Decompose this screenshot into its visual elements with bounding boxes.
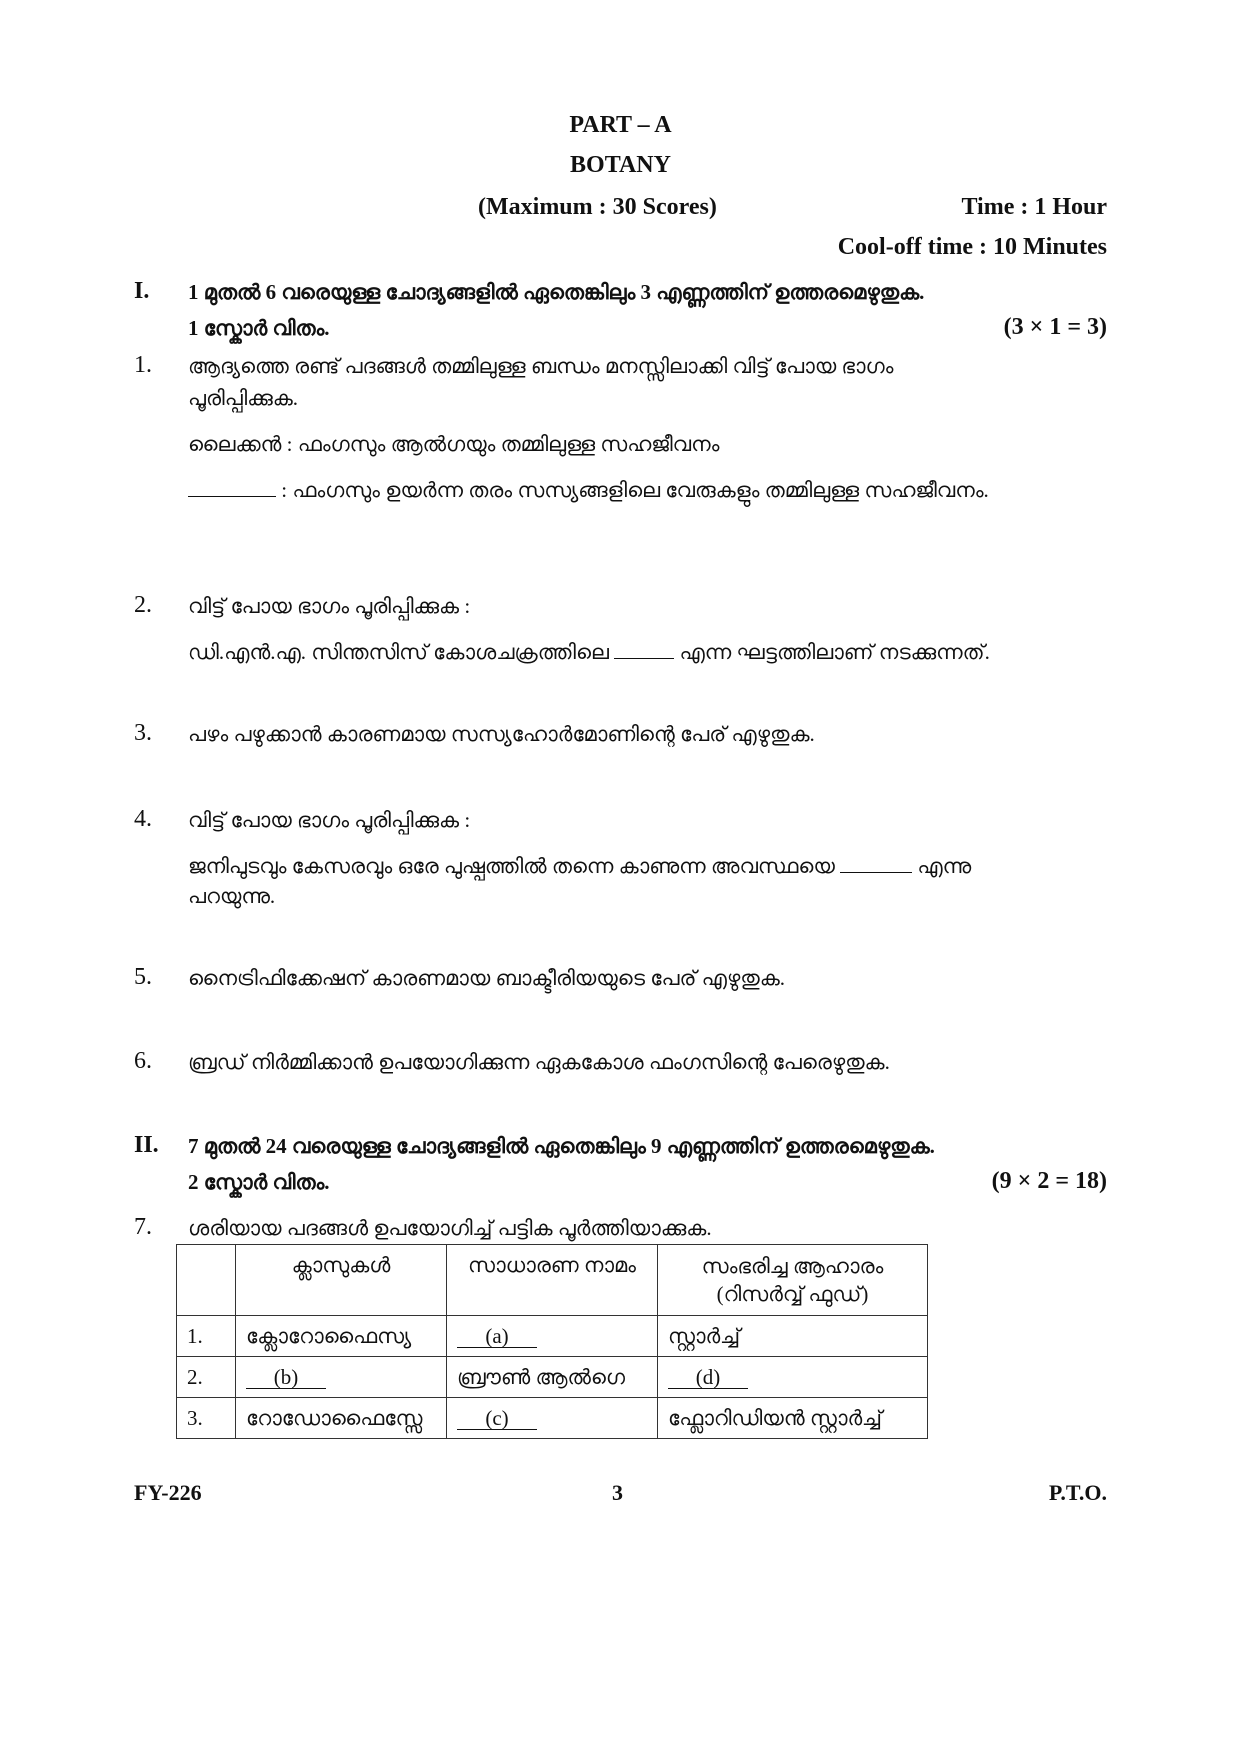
section-1-marks: (3 × 1 = 3): [1003, 314, 1107, 340]
section-2-numeral: II.: [134, 1132, 159, 1158]
section-2-marks: (9 × 2 = 18): [991, 1168, 1107, 1194]
table-header-cell: [658, 1245, 928, 1316]
table-row: [177, 1357, 928, 1398]
algae-classification-table: [176, 1244, 928, 1439]
table-header-cell: സാധാരണ നാമം: [447, 1245, 658, 1316]
question-2-number: 2.: [134, 592, 152, 618]
answer-blank: [614, 638, 674, 659]
question-4-line3: പറയുന്നു.: [188, 884, 276, 908]
answer-blank-d: (d): [668, 1366, 748, 1389]
table-cell: [236, 1357, 447, 1398]
answer-blank: [840, 852, 912, 873]
table-header-cell: [177, 1245, 236, 1316]
question-5-number: 5.: [134, 964, 152, 990]
table-cell: ക്ലോറോഫൈസ്യ: [236, 1316, 447, 1357]
answer-blank-c: (c): [457, 1407, 537, 1430]
question-3-number: 3.: [134, 720, 152, 746]
question-4-text-after: എന്നു: [912, 854, 972, 878]
table-header-cell: ക്ലാസുകൾ: [236, 1245, 447, 1316]
subject-heading: BOTANY: [570, 152, 671, 178]
answer-blank-a: (a): [457, 1325, 537, 1348]
table-cell: 1.: [177, 1316, 236, 1357]
question-4-text-before: ജനിപുടവും കേസരവും ഒരേ പുഷ്പത്തിൽ തന്നെ കാണുന്ന അവസ്ഥയെ: [188, 854, 841, 878]
table-cell: [658, 1357, 928, 1398]
question-2-text-after: എന്ന ഘട്ടത്തിലാണ് നടക്കുന്നത്.: [674, 640, 990, 664]
time-allowed: Time : 1 Hour: [961, 194, 1107, 220]
question-2-line1: വിട്ട് പോയ ഭാഗം പൂരിപ്പിക്കുക :: [188, 594, 471, 618]
table-cell: സ്റ്റാർച്ച്: [658, 1316, 928, 1357]
table-row: [177, 1316, 928, 1357]
question-5-line1: നൈട്രിഫിക്കേഷന് കാരണമായ ബാക്ടീരിയയുടെ പേര് എഴുതുക.: [188, 966, 785, 990]
question-1-blank-text: : ഫംഗസും ഉയർന്ന തരം സസ്യങ്ങളിലെ വേരുകളും തമ്മിലുള്ള സഹജീവനം.: [276, 478, 989, 502]
table-cell: റോഡോഫൈസ്സേ: [236, 1398, 447, 1439]
question-1-line1: ആദ്യത്തെ രണ്ട് പദങ്ങൾ തമ്മിലുള്ള ബന്ധം മനസ്സിലാക്കി വിട്ട് പോയ ഭാഗം: [188, 354, 894, 378]
section-1-instruction: 1 മുതൽ 6 വരെയുള്ള ചോദ്യങ്ങളിൽ ഏതെങ്കിലും 3 എണ്ണത്തിന് ഉത്തരമെഴുതുക.: [188, 280, 925, 304]
question-1-number: 1.: [134, 352, 152, 378]
question-1-example: ലൈക്കൻ : ഫംഗസും ആൽഗയും തമ്മിലുള്ള സഹജീവനം: [188, 432, 720, 456]
question-7-line1: ശരിയായ പദങ്ങൾ ഉപയോഗിച്ച് പട്ടിക പൂർത്തിയാക്കുക.: [188, 1216, 712, 1240]
table-row: [177, 1398, 928, 1439]
table-cell: ഫ്ലോറിഡിയൻ സ്റ്റാർച്ച്: [658, 1398, 928, 1439]
maximum-scores: (Maximum : 30 Scores): [478, 194, 717, 220]
section-1-score-note: 1 സ്കോർ വിതം.: [188, 316, 330, 340]
table-header-row: [177, 1245, 928, 1316]
answer-blank-b: (b): [246, 1366, 326, 1389]
section-1-numeral: I.: [134, 278, 150, 304]
please-turn-over: P.T.O.: [1048, 1480, 1107, 1505]
question-3-line1: പഴം പഴുക്കാൻ കാരണമായ സസ്യഹോർമോണിന്റെ പേര് എഴുതുക.: [188, 722, 815, 746]
table-cell: ബ്രൗൺ ആൽഗെ: [447, 1357, 658, 1398]
question-4-line2: [188, 852, 971, 879]
question-6-number: 6.: [134, 1048, 152, 1074]
question-4-line1: വിട്ട് പോയ ഭാഗം പൂരിപ്പിക്കുക :: [188, 808, 471, 832]
question-4-number: 4.: [134, 806, 152, 832]
table-cell: [447, 1398, 658, 1439]
section-2-instruction: 7 മുതൽ 24 വരെയുള്ള ചോദ്യങ്ങളിൽ ഏതെങ്കിലും 9 എണ്ണത്തിന് ഉത്തരമെഴുതുക.: [188, 1134, 935, 1158]
question-6-line1: ബ്രഡ് നിർമ്മിക്കാൻ ഉപയോഗിക്കുന്ന ഏകകോശ ഫംഗസിന്റെ പേരെഴുതുക.: [188, 1050, 890, 1074]
section-2-score-note: 2 സ്കോർ വിതം.: [188, 1170, 330, 1194]
question-1-line2: പൂരിപ്പിക്കുക.: [188, 386, 299, 410]
paper-code: FY-226: [134, 1480, 202, 1505]
table-cell: [447, 1316, 658, 1357]
question-1-blank-line: [188, 476, 989, 503]
question-2-line2: [188, 638, 990, 665]
table-cell: 3.: [177, 1398, 236, 1439]
question-2-text-before: ഡി.എൻ.എ. സിന്തസിസ് കോശചക്രത്തിലെ: [188, 640, 615, 664]
table-header-line: (റിസർവ്വ് ഫുഡ്): [716, 1282, 869, 1306]
table-header-line: സംഭരിച്ച ആഹാരം: [701, 1254, 884, 1278]
part-heading: PART – A: [569, 112, 672, 138]
cooloff-time: Cool-off time : 10 Minutes: [837, 234, 1107, 260]
table-cell: 2.: [177, 1357, 236, 1398]
question-7-number: 7.: [134, 1214, 152, 1240]
answer-blank: [188, 476, 276, 497]
page-number: 3: [612, 1480, 623, 1505]
